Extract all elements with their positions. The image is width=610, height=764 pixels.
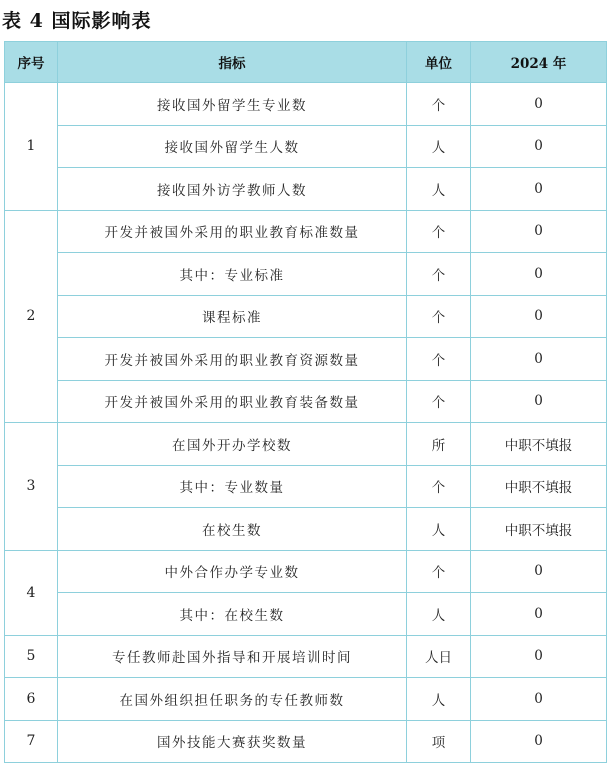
unit-cell: 项 — [407, 720, 471, 763]
table-row — [5, 550, 607, 593]
indicator-cell: 中外合作办学专业数 — [58, 550, 407, 593]
seq-cell: 5 — [5, 635, 58, 678]
table-row — [5, 423, 607, 466]
unit-cell: 人 — [407, 168, 471, 211]
value-cell: 0 — [471, 338, 607, 381]
indicator-cell: 开发并被国外采用的职业教育标准数量 — [58, 210, 407, 253]
indicator-cell: 其中：专业标准 — [58, 253, 407, 296]
value-cell: 0 — [471, 593, 607, 636]
indicator-cell: 接收国外访学教师人数 — [58, 168, 407, 211]
value-cell: 0 — [471, 83, 607, 126]
table-row — [5, 83, 607, 126]
header-row — [5, 42, 607, 83]
unit-cell: 个 — [407, 295, 471, 338]
table-row — [5, 168, 607, 211]
value-cell: 0 — [471, 125, 607, 168]
value-cell: 0 — [471, 720, 607, 763]
indicator-cell: 开发并被国外采用的职业教育装备数量 — [58, 380, 407, 423]
unit-cell: 人 — [407, 125, 471, 168]
value-cell: 0 — [471, 550, 607, 593]
header-seq: 序号 — [5, 42, 58, 83]
unit-cell: 个 — [407, 550, 471, 593]
indicator-cell: 国外技能大赛获奖数量 — [58, 720, 407, 763]
unit-cell: 人 — [407, 593, 471, 636]
indicator-cell: 接收国外留学生人数 — [58, 125, 407, 168]
table-row — [5, 465, 607, 508]
table-row — [5, 295, 607, 338]
seq-cell: 7 — [5, 720, 58, 763]
table-row — [5, 678, 607, 721]
table-row — [5, 635, 607, 678]
header-indicator: 指标 — [58, 42, 407, 83]
unit-cell: 个 — [407, 380, 471, 423]
table-title: 表 4 国际影响表 — [2, 10, 152, 32]
indicator-cell: 接收国外留学生专业数 — [58, 83, 407, 126]
international-influence-table — [4, 41, 607, 763]
seq-cell: 2 — [5, 210, 58, 423]
table-row — [5, 210, 607, 253]
indicator-cell: 在校生数 — [58, 508, 407, 551]
table-row — [5, 338, 607, 381]
value-cell: 0 — [471, 253, 607, 296]
unit-cell: 所 — [407, 423, 471, 466]
seq-cell: 3 — [5, 423, 58, 551]
header-unit: 单位 — [407, 42, 471, 83]
unit-cell: 个 — [407, 465, 471, 508]
value-cell: 0 — [471, 678, 607, 721]
table-row — [5, 125, 607, 168]
value-cell: 0 — [471, 635, 607, 678]
unit-cell: 个 — [407, 253, 471, 296]
indicator-cell: 其中：专业数量 — [58, 465, 407, 508]
seq-cell: 6 — [5, 678, 58, 721]
indicator-cell: 课程标准 — [58, 295, 407, 338]
indicator-cell: 开发并被国外采用的职业教育资源数量 — [58, 338, 407, 381]
value-cell: 0 — [471, 380, 607, 423]
indicator-cell: 在国外组织担任职务的专任教师数 — [58, 678, 407, 721]
value-cell: 中职不填报 — [471, 465, 607, 508]
value-cell: 0 — [471, 295, 607, 338]
table-row — [5, 508, 607, 551]
unit-cell: 个 — [407, 83, 471, 126]
table-row — [5, 593, 607, 636]
unit-cell: 个 — [407, 338, 471, 381]
header-year: 2024 年 — [471, 42, 607, 83]
unit-cell: 人 — [407, 678, 471, 721]
seq-cell: 1 — [5, 83, 58, 211]
indicator-cell: 在国外开办学校数 — [58, 423, 407, 466]
value-cell: 中职不填报 — [471, 423, 607, 466]
unit-cell: 人日 — [407, 635, 471, 678]
indicator-cell: 其中：在校生数 — [58, 593, 407, 636]
unit-cell: 个 — [407, 210, 471, 253]
value-cell: 中职不填报 — [471, 508, 607, 551]
value-cell: 0 — [471, 210, 607, 253]
table-row — [5, 720, 607, 763]
unit-cell: 人 — [407, 508, 471, 551]
table-row — [5, 253, 607, 296]
indicator-cell: 专任教师赴国外指导和开展培训时间 — [58, 635, 407, 678]
value-cell: 0 — [471, 168, 607, 211]
table-row — [5, 380, 607, 423]
seq-cell: 4 — [5, 550, 58, 635]
